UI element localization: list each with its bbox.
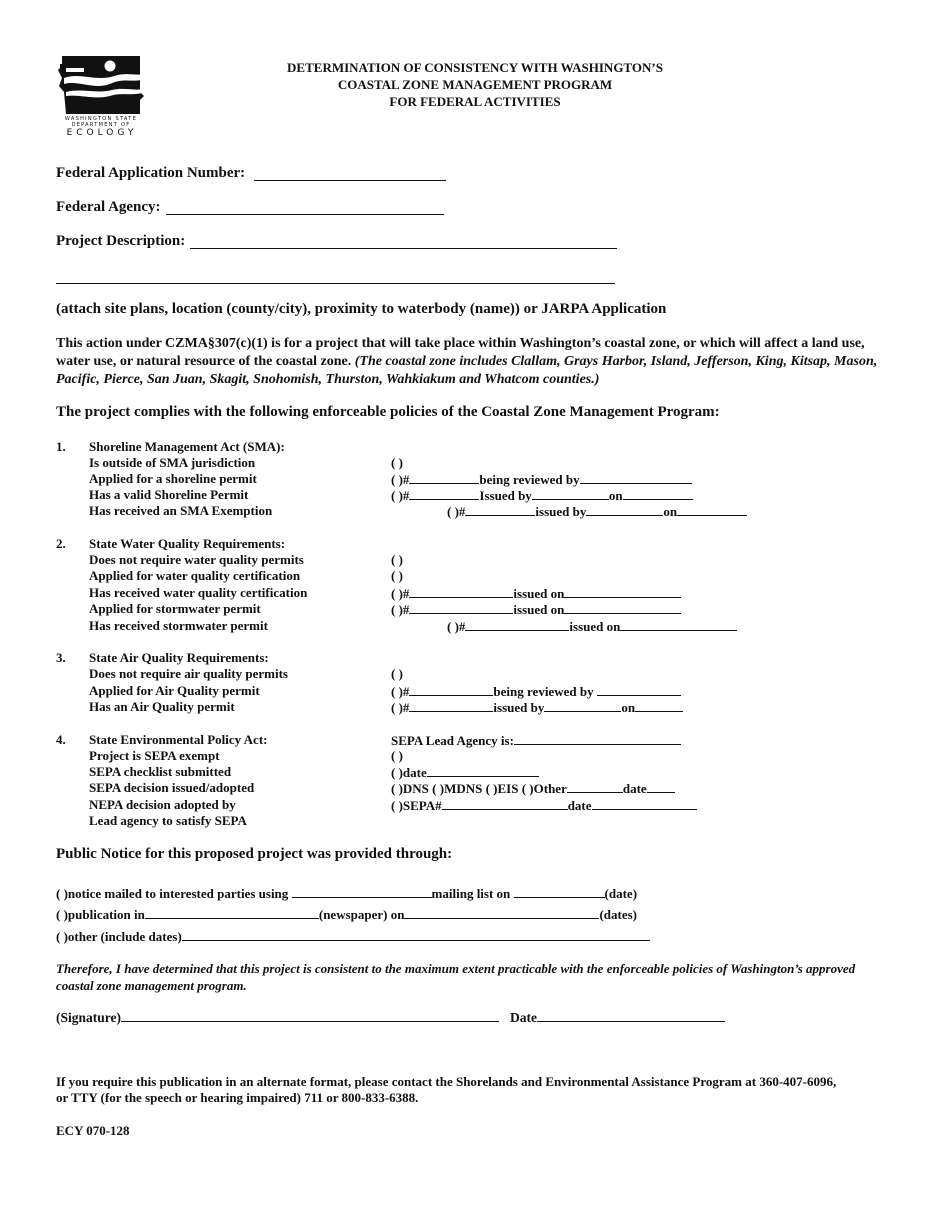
section-1-number: 1.	[56, 439, 66, 454]
checkbox-no-water-permits[interactable]: ( )	[391, 552, 403, 567]
section-4-item: SEPA decision issued/adopted	[89, 780, 255, 795]
section-4-item: NEPA decision adopted by	[89, 797, 236, 812]
section-2-heading: State Water Quality Requirements:	[89, 536, 286, 551]
publication-option[interactable]: ( )publication in (newspaper) on (dates)	[56, 907, 637, 922]
project-description-field-2[interactable]	[56, 283, 615, 284]
air-permit-held-option[interactable]: ( )# issued by on	[391, 699, 683, 716]
complies-heading: The project complies with the following enforceable policies of the Coastal Zone Management Program:	[56, 404, 720, 420]
section-3-item: Does not require air quality permits	[89, 666, 288, 681]
section-1-item: Is outside of SMA jurisdiction	[89, 455, 256, 470]
sepa-checklist-date-field[interactable]: ( )date	[391, 764, 539, 781]
checkbox-outside-sma[interactable]: ( )	[391, 455, 403, 470]
section-4-number: 4.	[56, 732, 66, 747]
valid-shoreline-permit-option[interactable]: ( )# Issued by on	[391, 487, 693, 504]
shoreline-permit-option[interactable]: ( )# being reviewed by	[391, 471, 692, 488]
form-number: ECY 070-128	[56, 1123, 130, 1138]
section-2-item: Applied for water quality certification	[89, 568, 301, 583]
section-2-number: 2.	[56, 536, 66, 551]
agency-label: Federal Agency:	[56, 199, 161, 215]
alternate-format-note: If you require this publication in an alternate format, please contact the Shorelands and Environmental Assistance Program at 360-407-6096, or TTY (for the speech or hearing impaired) 711 or 800-833-6388.	[56, 1074, 837, 1105]
stormwater-applied-option[interactable]: ( )# issued on	[391, 601, 681, 618]
signature-line[interactable]: (Signature)	[56, 1009, 499, 1026]
section-1-heading: Shoreline Management Act (SMA):	[89, 439, 285, 454]
coastal-zone-counties: (The coastal zone includes Clallam, Grays Harbor, Island, Jefferson, King, Kitsap, Mason, Pacific, Pierce, San Juan, Skagit, Snohomish, Thurston, Wahkiakum and Whatcom counties.)	[56, 354, 878, 387]
section-2-item: Has received water quality certification	[89, 585, 308, 600]
logo-name: ECOLOGY	[66, 128, 138, 138]
determination-statement: Therefore, I have determined that this project is consistent to the maximum extent practicable with the enforceable policies of Washington’s approved coastal zone management program.	[56, 961, 856, 993]
other-notice-option[interactable]: ( )other (include dates)	[56, 928, 650, 945]
section-1-item: Has received an SMA Exemption	[89, 503, 273, 518]
checkbox-applied-water-cert[interactable]: ( )	[391, 568, 403, 583]
document-title: DETERMINATION OF CONSISTENCY WITH WASHINGTON’S COASTAL ZONE MANAGEMENT PROGRAM FOR FEDERAL ACTIVITIES	[287, 60, 663, 109]
section-2-item: Has received stormwater permit	[89, 618, 268, 633]
nepa-decision-field[interactable]: ( )SEPA# date	[391, 797, 697, 814]
logo-subtitle: WASHINGTON STATE DEPARTMENT OF	[64, 116, 138, 128]
checkbox-sepa-exempt[interactable]: ( )	[391, 748, 403, 763]
section-3-item: Has an Air Quality permit	[89, 699, 235, 714]
checkbox-no-air-permits[interactable]: ( )	[391, 666, 403, 681]
section-4-item: Lead agency to satisfy SEPA	[89, 813, 247, 828]
section-4-heading: State Environmental Policy Act:	[89, 732, 268, 747]
section-4-item: SEPA checklist submitted	[89, 764, 232, 779]
sma-exemption-option[interactable]: ( )# issued by on	[447, 503, 747, 520]
section-1-item: Has a valid Shoreline Permit	[89, 487, 249, 502]
project-description-label: Project Description:	[56, 233, 186, 249]
public-notice-heading: Public Notice for this proposed project was provided through:	[56, 846, 453, 862]
agency-field[interactable]	[166, 214, 444, 215]
attach-note: (attach site plans, location (county/city), proximity to waterbody (name)) or JARPA Application	[56, 301, 667, 317]
section-3-item: Applied for Air Quality permit	[89, 683, 260, 698]
section-2-item: Applied for stormwater permit	[89, 601, 261, 616]
sepa-lead-agency-field[interactable]: SEPA Lead Agency is:	[391, 732, 681, 749]
project-description-field[interactable]	[190, 248, 617, 249]
air-permit-applied-option[interactable]: ( )# being reviewed by	[391, 683, 681, 700]
section-3-heading: State Air Quality Requirements:	[89, 650, 269, 665]
czma-paragraph: This action under CZMA§307(c)(1) is for a project that will take place within Washington’s coastal zone, or which will affect a land use, water use, or natural resource of the coastal zone. (The coastal zone includes Clallam, Grays Harbor, Island, Jefferson, King, Kitsap, Mason, Pacific, Pierce, San Juan, Skagit, Snohomish, Thurston, Wahkiakum and Whatcom counties.)	[56, 336, 878, 387]
notice-mailed-option[interactable]: ( )notice mailed to interested parties using mailing list on (date)	[56, 886, 638, 901]
sepa-decision-options[interactable]: ( )DNS ( )MDNS ( )EIS ( )Other date	[391, 780, 675, 797]
section-4-item: Project is SEPA exempt	[89, 748, 220, 763]
application-number-field[interactable]	[254, 180, 446, 181]
section-1-item: Applied for a shoreline permit	[89, 471, 257, 486]
water-cert-received-option[interactable]: ( )# issued on	[391, 585, 681, 602]
date-line[interactable]: Date	[510, 1009, 725, 1026]
application-number-label: Federal Application Number:	[56, 165, 246, 181]
section-3-number: 3.	[56, 650, 66, 665]
stormwater-received-option[interactable]: ( )# issued on	[447, 618, 737, 635]
section-2-item: Does not require water quality permits	[89, 552, 304, 567]
